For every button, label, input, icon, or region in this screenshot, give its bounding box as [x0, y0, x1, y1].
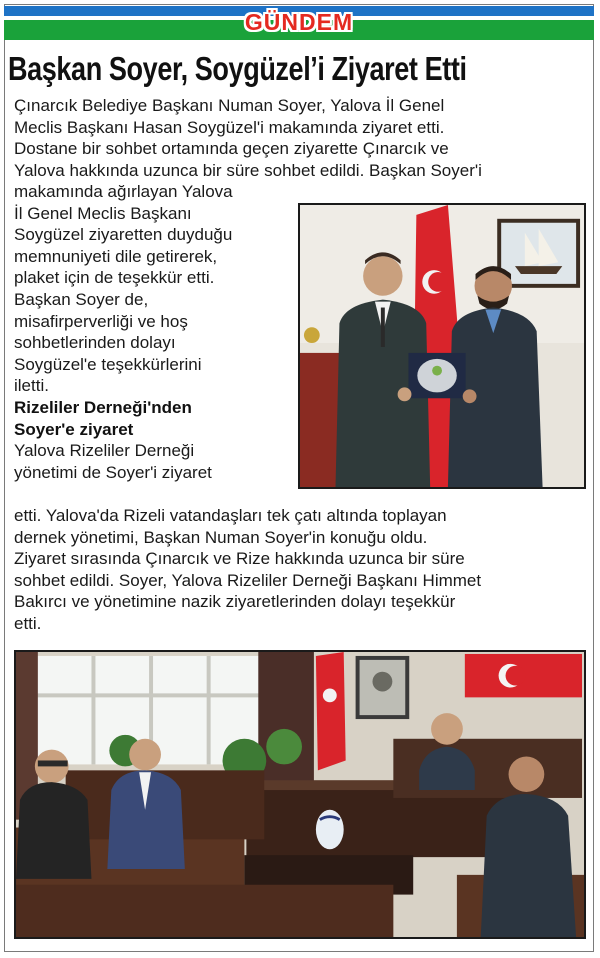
paragraph-2-full — [14, 505, 589, 635]
section-header-band — [4, 6, 594, 40]
photo-office-meeting — [14, 650, 586, 939]
text-line: Meclis Başkanı Hasan Soygüzel'i makamında ziyaret etti. — [14, 117, 445, 137]
article-headline: Başkan Soyer, Soygüzel’i Ziyaret Etti — [8, 50, 467, 87]
text-line: Soygüzel ziyaretten duyduğu — [14, 225, 233, 245]
text-line: dernek yönetimi, Başkan Numan Soyer'in konuğu oldu. — [14, 527, 428, 547]
text-line: etti. Yalova'da Rizeli vatandaşları tek çatı altında toplayan — [14, 506, 447, 525]
photo-plaque-presentation — [298, 203, 586, 489]
text-line: makamında ağırlayan Yalova — [14, 182, 233, 201]
text-line: misafirperverliği ve hoş — [14, 311, 188, 331]
text-line: Bakırcı ve yönetimine nazik ziyaretlerinden dolayı teşekkür — [14, 592, 456, 612]
text-line: sohbet edildi. Soyer, Yalova Rizeliler Derneği Başkanı Himmet — [14, 570, 482, 590]
text-line: Yalova Rizeliler Derneği — [14, 441, 195, 461]
text-line: Dostane bir sohbet ortamında geçen ziyarette Çınarcık ve — [14, 139, 449, 159]
paragraph-1-full — [14, 95, 589, 181]
paragraph-1-narrow — [14, 181, 299, 483]
text-line: etti. — [14, 613, 42, 633]
text-line: yönetimi de Soyer'i ziyaret — [14, 462, 212, 482]
plaque-photo-illustration — [300, 205, 584, 487]
text-line: Ziyaret sırasında Çınarcık ve Rize hakkında uzunca bir süre — [14, 549, 465, 569]
subheading-line: Soyer'e ziyaret — [14, 419, 134, 439]
subheading-line: Rizeliler Derneği'nden — [14, 397, 192, 417]
text-line: plaket için de teşekkür etti. — [14, 268, 215, 288]
meeting-photo-illustration — [16, 652, 584, 937]
section-label: GÜNDEM — [244, 9, 354, 35]
text-line: iletti. — [14, 376, 49, 396]
text-line: İl Genel Meclis Başkanı — [14, 203, 192, 223]
text-line: Yalova hakkında uzunca bir süre sohbet edildi. Başkan Soyer'i — [14, 160, 482, 180]
text-line: Başkan Soyer de, — [14, 289, 149, 309]
text-line: Çınarcık Belediye Başkanı Numan Soyer, Yalova İl Genel — [14, 96, 445, 115]
text-line: memnuniyeti dile getirerek, — [14, 246, 218, 266]
text-line: Soygüzel'e teşekkürlerini — [14, 354, 202, 374]
text-line: sohbetlerinden dolayı — [14, 333, 176, 353]
